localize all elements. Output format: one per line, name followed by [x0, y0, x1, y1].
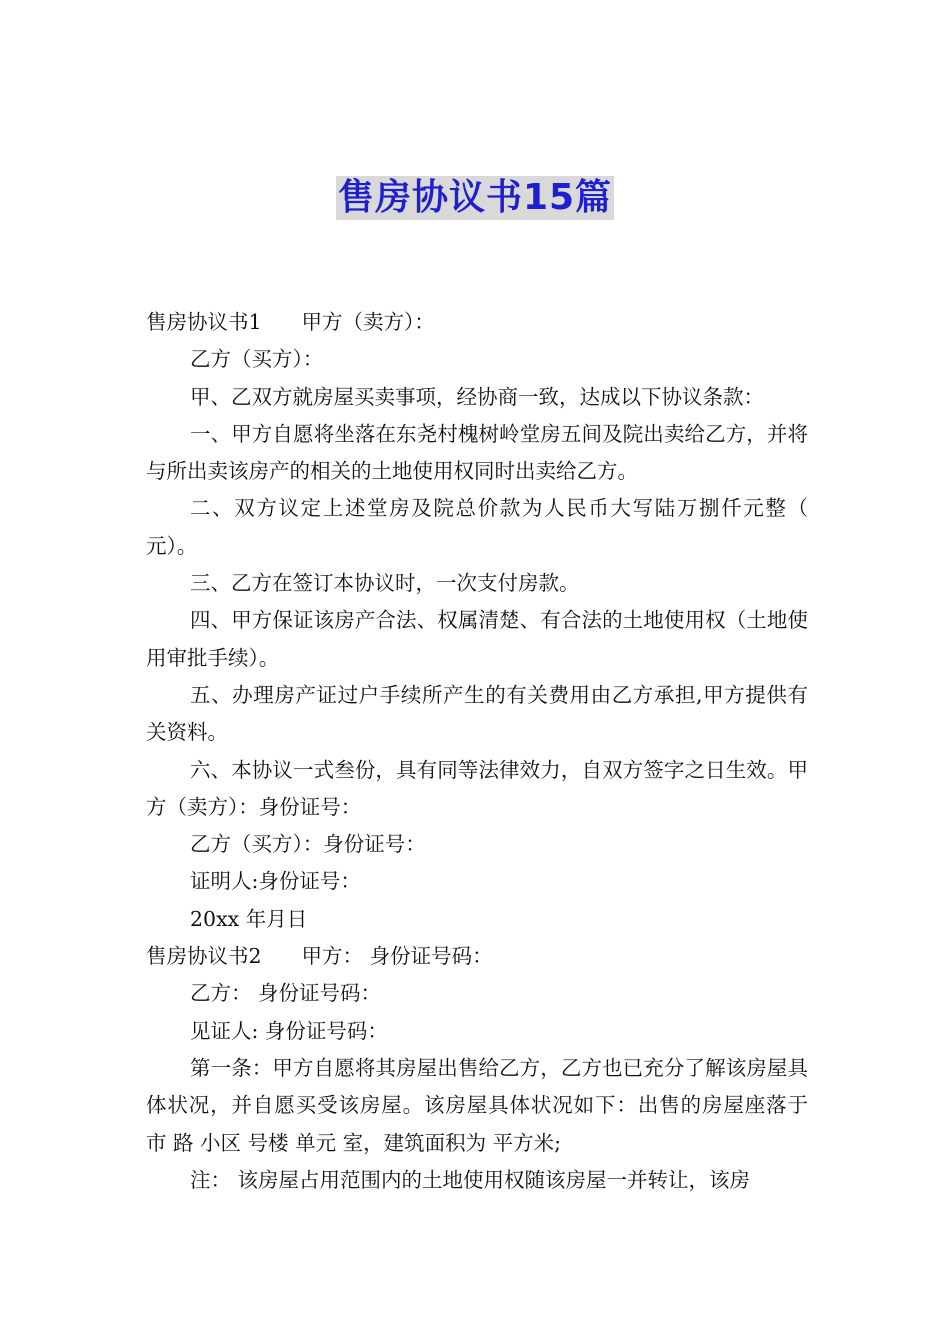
- document-body: [146, 304, 808, 1199]
- title-wrapper: [0, 176, 950, 220]
- paragraph: 六、本协议一式叁份，具有同等法律效力，自双方签字之日生效。甲方（卖方）：身份证号：: [146, 757, 808, 819]
- document-title: 售房协议书15篇: [337, 177, 613, 218]
- paragraph: 甲、乙双方就房屋买卖事项，经协商一致，达成以下协议条款：: [190, 384, 764, 409]
- paragraph: 乙方： 身份证号码：: [190, 981, 382, 1006]
- paragraph: 四、甲方保证该房产合法、权属清楚、有合法的土地使用权（土地使用审批手续）。: [146, 608, 808, 670]
- paragraph: 一、甲方自愿将坐落在东尧村槐树岭堂房五间及院出卖给乙方，并将与所出卖该房产的相关的土地使用权同时出卖给乙方。: [146, 421, 808, 484]
- paragraph: 五、办理房产证过户手续所产生的有关费用由乙方承担,甲方提供有关资料。: [146, 682, 808, 745]
- paragraph: 三、乙方在签订本协议时，一次支付房款。: [190, 571, 580, 596]
- paragraph: 第一条：甲方自愿将其房屋出售给乙方，乙方也已充分了解该房屋具体状况，并自愿买受该房屋。该房屋具体状况如下：出售的房屋座落于 市 路 小区 号楼 单元 室，建筑面积为 平方米;: [146, 1055, 808, 1155]
- paragraph: 20xx 年月日: [190, 906, 308, 931]
- paragraph: [146, 304, 808, 341]
- paragraph: 乙方（买方）：身份证号：: [190, 832, 426, 857]
- paragraph: 二、双方议定上述堂房及院总价款为人民币大写陆万捌仟元整（ 元）。: [146, 496, 808, 558]
- paragraph-text: 甲方： 身份证号码：: [301, 944, 493, 969]
- section-heading: 售房协议书2: [146, 944, 262, 969]
- paragraph: [146, 938, 808, 975]
- paragraph: 见证人: 身份证号码：: [190, 1018, 388, 1043]
- paragraph-text: 甲方（卖方）：: [301, 310, 435, 334]
- paragraph: 乙方（买方）：: [190, 347, 324, 372]
- paragraph: 注： 该房屋占用范围内的土地使用权随该房屋一并转让，该房: [190, 1167, 751, 1192]
- section-heading: 售房协议书1: [146, 310, 262, 334]
- paragraph: 证明人:身份证号：: [190, 869, 361, 894]
